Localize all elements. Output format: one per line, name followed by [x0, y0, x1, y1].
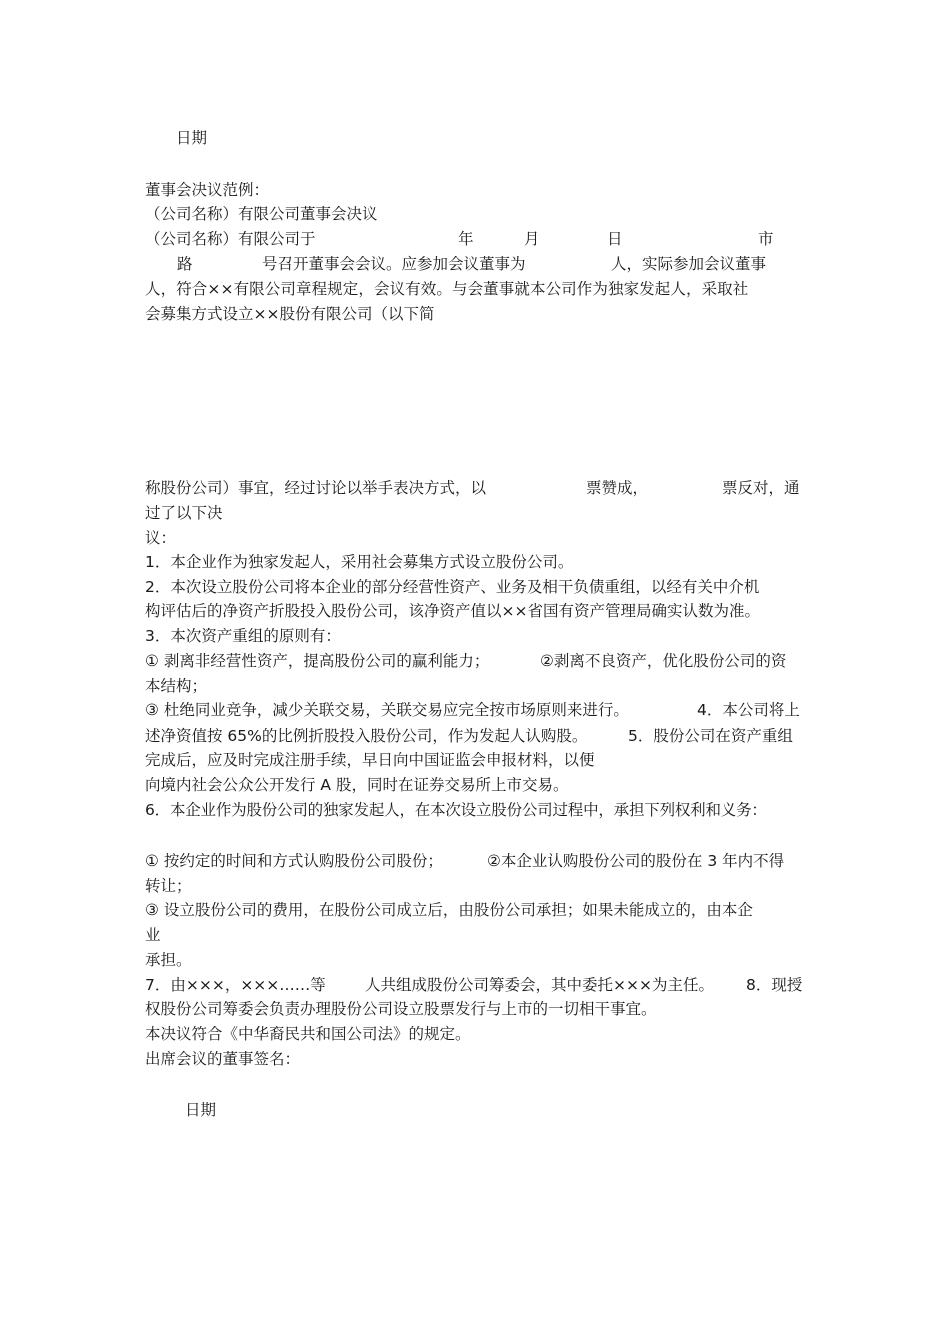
- principle-1: ① 剥离非经营性资产，提高股份公司的赢利能力；: [145, 652, 490, 670]
- resolution-title: （公司名称）有限公司董事会决议: [145, 205, 378, 223]
- principle-3: ③ 杜绝同业竞争，减少关联交易，关联交易应完全按市场原则来进行。: [145, 701, 629, 719]
- item-8-line-2: 权股份公司筹委会负责办理股份公司设立股票发行与上市的一切相干事宜。: [145, 1000, 657, 1018]
- item-5-start: 5．股份公司在资产重组: [628, 727, 793, 745]
- intro-line2-rest: 号召开董事会会议。应参加会议董事为: [262, 255, 526, 273]
- intro-line-3: 人，符合××有限公司章程规定，会议有效。与会董事就本公司作为独家发起人，采取社: [145, 280, 749, 298]
- item-3: 3．本次资产重组的原则有：: [145, 627, 341, 645]
- law-compliance: 本决议符合《中华裔民共和国公司法》的规定。: [145, 1025, 471, 1043]
- item-2-line-2: 构评估后的净资产折股投入股份公司，该净资产值以××省国有资产管理局确实认数为准。: [145, 602, 760, 620]
- item-4-rest: 述净资值按 65%的比例折股投入股份公司，作为发起人认购股。: [145, 727, 588, 745]
- obligation-3-end: 承担。: [145, 951, 192, 969]
- principle-2: ②剥离不良资产，优化股份公司的资: [540, 652, 787, 670]
- vote-prefix: 称股份公司）事宜，经过讨论以举手表决方式，以: [145, 479, 487, 497]
- item-7-rest: 人共组成股份公司筹委会，其中委托×××为主任。: [365, 976, 714, 994]
- item-5-line-2: 完成后，应及时完成注册手续，早日向中国证监会申报材料，以便: [145, 751, 595, 769]
- intro-line-4: 会募集方式设立××股份有限公司（以下简: [145, 305, 435, 323]
- item-5-line-3: 向境内社会公众公开发行 A 股，同时在证券交易所上市交易。: [145, 776, 569, 794]
- intro-prefix: （公司名称）有限公司于: [145, 230, 316, 248]
- obligation-3: ③ 设立股份公司的费用，在股份公司成立后，由股份公司承担；如果未能成立的，由本企: [145, 901, 753, 919]
- vote-for: 票赞成，: [586, 479, 649, 497]
- principle-line-2: 本结构；: [145, 677, 208, 695]
- item-8-start: 8．现授: [746, 976, 803, 994]
- item-6: 6．本企业作为股份公司的独家发起人，在本次设立股份公司过程中，承担下列权利和义务：: [145, 801, 767, 819]
- top-date-label: 日期: [176, 129, 208, 147]
- intro-year: 年: [458, 230, 474, 248]
- intro-road: 路: [177, 255, 193, 273]
- signature-label: 出席会议的董事签名：: [145, 1050, 301, 1068]
- obligation-1: ① 按约定的时间和方式认购股份公司股份；: [145, 852, 443, 870]
- vote-line-2: 过了以下决: [145, 504, 223, 522]
- item-4-start: 4．本公司将上: [697, 701, 800, 719]
- intro-city: 市: [758, 230, 774, 248]
- vote-line-3: 议：: [145, 529, 177, 547]
- intro-month: 月: [524, 230, 540, 248]
- bottom-date-label: 日期: [185, 1101, 217, 1119]
- obligation-2: ②本企业认购股份公司的股份在 3 年内不得: [487, 852, 785, 870]
- vote-against: 票反对，通: [722, 479, 800, 497]
- obligation-line-2: 转让；: [145, 877, 192, 895]
- intro-day: 日: [607, 230, 623, 248]
- obligation-3-cont: 业: [145, 926, 161, 944]
- item-1: 1．本企业作为独家发起人，采用社会募集方式设立股份公司。: [145, 553, 574, 571]
- intro-line2-people: 人，实际参加会议董事: [611, 255, 767, 273]
- item-7-start: 7．由×××，×××……等: [145, 976, 326, 994]
- example-heading: 董事会决议范例：: [145, 181, 270, 199]
- item-2-line-1: 2．本次设立股份公司将本企业的部分经营性资产、业务及相干负债重组，以经有关中介机: [145, 578, 760, 596]
